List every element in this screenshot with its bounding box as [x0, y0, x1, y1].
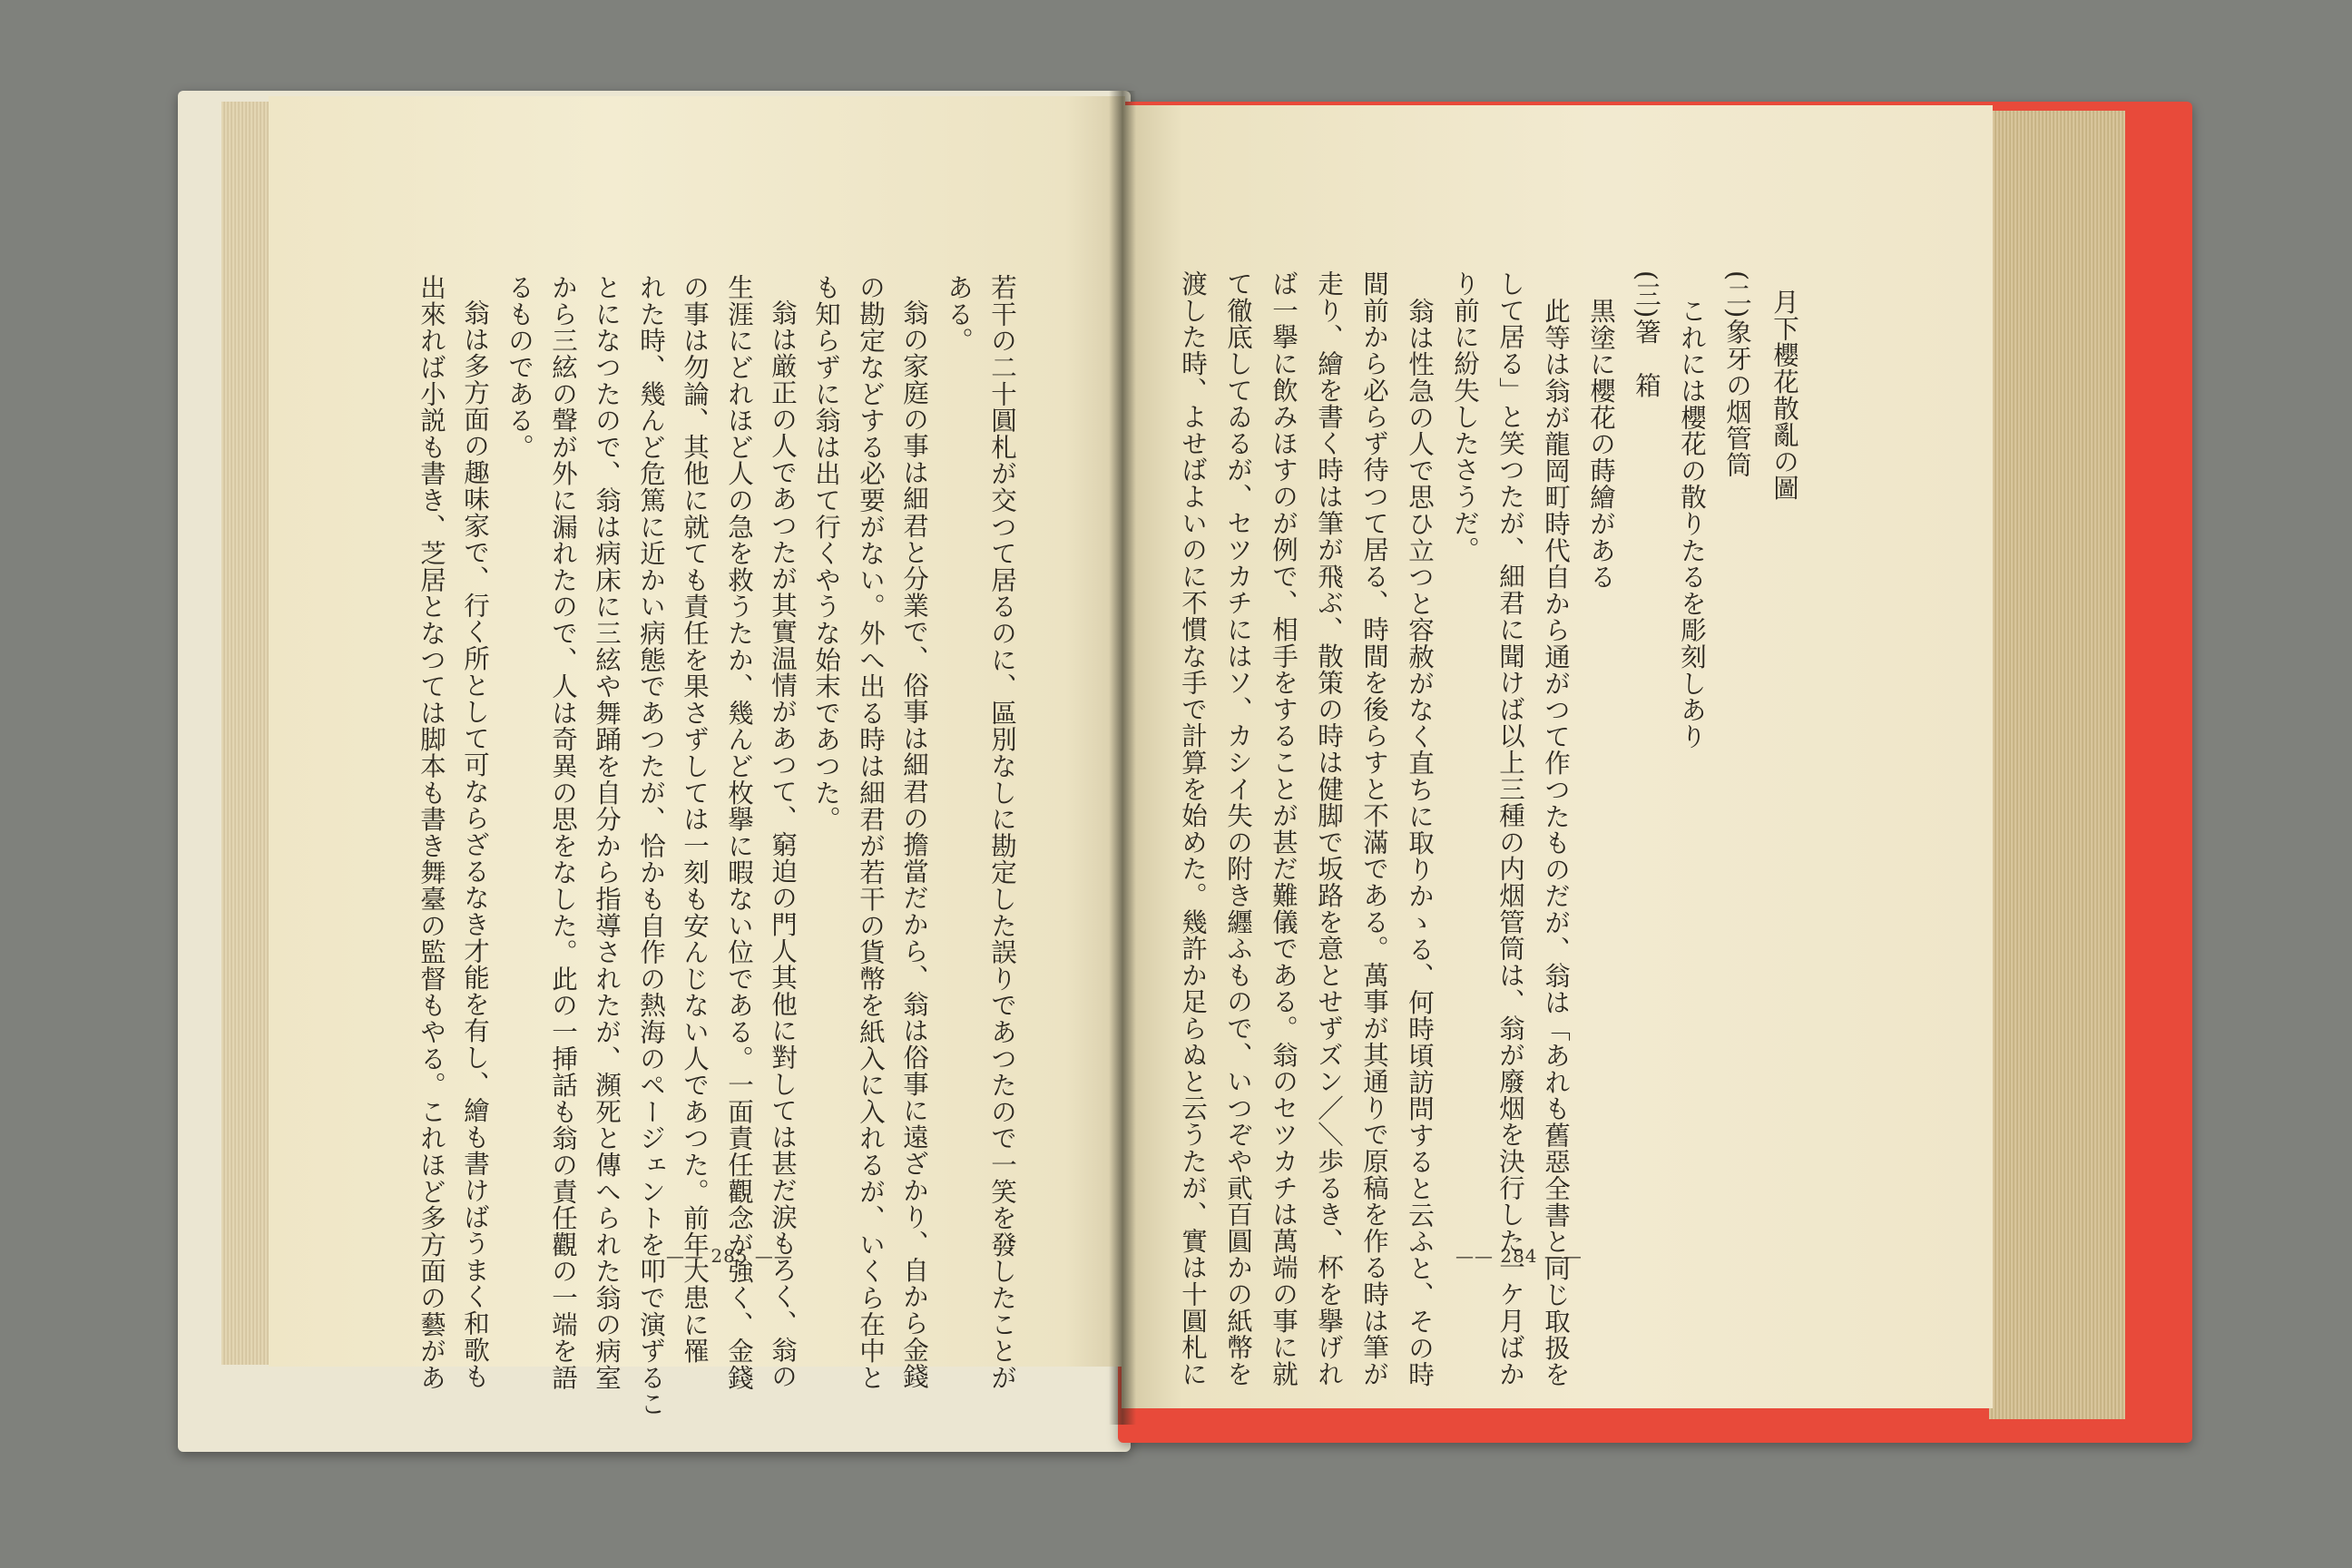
text-line: て徹底してゐるが、セツカチにはソ、カシイ失の附き纒ふもので、いつぞや貮百圓かの紙幣を — [1223, 270, 1253, 1387]
text-line: の事は勿論、其他に就ても責任を果さずしては一刻も安んじない人であつた。前年大患に罹 — [680, 274, 710, 1365]
text-line: 翁は性急の人で思ひ立つと容赦がなく直ちに取りかゝる、何時頃訪問すると云ふと、その時 — [1405, 298, 1435, 1388]
item-description: 黒塗に櫻花の蒔繪がある — [1586, 298, 1616, 591]
text-line: れた時、幾んど危篤に近かい病態であつたが、恰かも自作の熱海のページェントを叩で演ずるこ — [636, 274, 666, 1417]
text-line: の勘定などする必要がない。外へ出る時は細君が若干の貨幣を紙入に入れるが、いくら在中と — [856, 274, 886, 1391]
page-edges-right — [1989, 111, 2125, 1419]
text-line: ば一擧に飲みほすのが例で、相手をすることが甚だ難儀である。翁のセツカチは萬端の事に就 — [1269, 270, 1298, 1387]
text-line: から三絃の聲が外に漏れたので、人は奇異の思をなした。此の一挿話も翁の責任觀の一端を語 — [548, 274, 578, 1391]
text-line: ある。 — [944, 274, 974, 354]
text-line: して居る」と笑つたが、細君に聞けば以上三種の内烟管筒は、翁が廢烟を決行した一ケ月ばか — [1495, 270, 1525, 1387]
text-line: 間前から必らず待つて居る、時間を後らすと不滿である。萬事が其通りで原稿を作る時は筆が — [1359, 270, 1389, 1387]
figure-caption: 月下櫻花散亂の圖 — [1769, 289, 1799, 502]
text-line: 出來れば小説も書き、芝居となつては脚本も書き舞臺の監督もやる。これほど多方面の藝があ — [416, 274, 446, 1391]
item-heading: (二)象牙の烟管筒 — [1722, 270, 1752, 478]
text-line: り前に紛失したさうだ。 — [1450, 270, 1480, 564]
text-line: 若干の二十圓札が交つて居るのに、區別なしに勘定した誤りであつたので一笑を發したことが — [987, 274, 1017, 1391]
page-edges-left — [221, 102, 270, 1365]
text-line: 此等は翁が龍岡町時代自から通がつて作つたものだが、翁は「あれも舊惡全書と同じ取扱を — [1541, 298, 1571, 1388]
page-number: —— 284 —— — [1455, 1245, 1583, 1267]
text-line: るものである。 — [505, 274, 534, 461]
text-line: も知らずに翁は出て行くやうな始末であつた。 — [811, 274, 841, 833]
left-page — [269, 96, 1125, 1417]
text-line: 渡した時、よせばよいのに不慣な手で計算を始めた。幾許か足らぬと云うたが、實は十圓札に — [1178, 270, 1208, 1387]
right-page — [1122, 105, 1993, 1408]
text-line: 翁は多方面の趣味家で、行く所として可ならざるなき才能を有し、繪も書けばうまく和歌も — [460, 299, 490, 1390]
text-line: とになつたので、翁は病床に三絃や舞踊を自分から指導されたが、瀕死と傳へられた翁の病室 — [592, 274, 622, 1391]
text-line: 翁の家庭の事は細君と分業で、俗事は細君の擔當だから、翁は俗事に遠ざかり、自から金錢 — [899, 299, 929, 1390]
text-line: 走り、繪を書く時は筆が飛ぶ、散策の時は健脚で坂路を意とせずズン／＼歩るき、杯を擧げれ — [1314, 270, 1344, 1387]
text-line: 翁は厳正の人であつたが其實温情があつて、窮迫の門人其他に對しては甚だ涙もろく、翁の — [768, 299, 798, 1390]
item-heading: (三)箸 箱 — [1632, 270, 1661, 399]
text-line: 生涯にどれほど人の急を救うたか、幾んど枚擧に暇ない位である。一面責任觀念が強く、金錢 — [724, 274, 754, 1391]
item-description: これには櫻花の散りたるを彫刻しあり — [1677, 298, 1707, 750]
page-number: —— 285 —— — [666, 1245, 793, 1267]
book-gutter — [1109, 91, 1136, 1425]
